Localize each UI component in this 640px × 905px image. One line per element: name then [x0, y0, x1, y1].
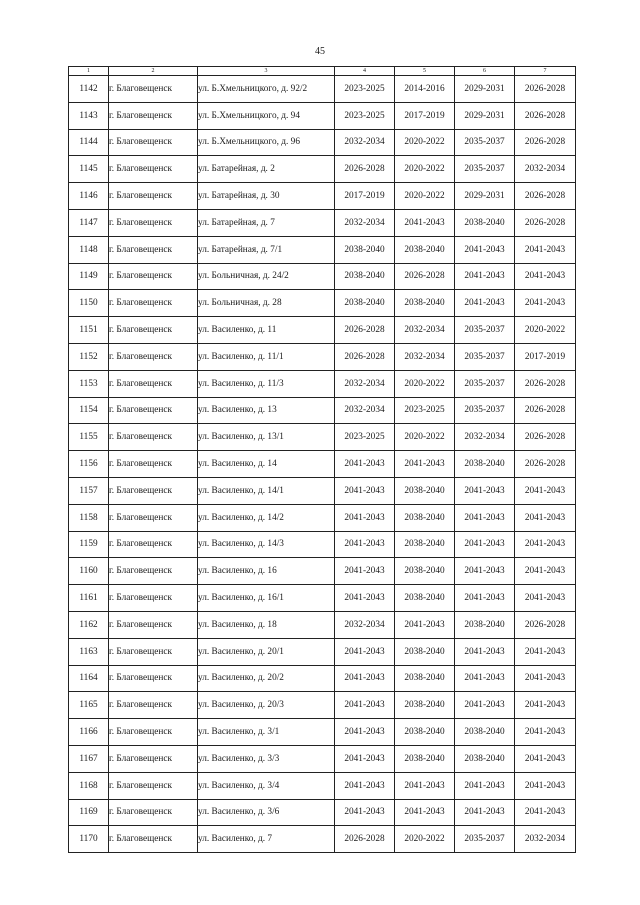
- address-cell: ул. Василенко, д. 13/1: [198, 424, 335, 451]
- row-number-cell: 1162: [69, 611, 109, 638]
- row-number-cell: 1146: [69, 183, 109, 210]
- period-cell: 2041-2043: [395, 799, 455, 826]
- period-cell: 2038-2040: [335, 290, 395, 317]
- table-row: [69, 290, 576, 317]
- city-cell: г. Благовещенск: [109, 665, 198, 692]
- table-row: [69, 772, 576, 799]
- period-cell: 2026-2028: [515, 424, 576, 451]
- city-cell: г. Благовещенск: [109, 531, 198, 558]
- period-cell: 2041-2043: [515, 799, 576, 826]
- address-cell: ул. Батарейная, д. 30: [198, 183, 335, 210]
- period-cell: 2038-2040: [395, 236, 455, 263]
- city-cell: г. Благовещенск: [109, 745, 198, 772]
- period-cell: 2035-2037: [455, 826, 515, 853]
- table-row: [69, 397, 576, 424]
- row-number-cell: 1150: [69, 290, 109, 317]
- row-number-cell: 1158: [69, 504, 109, 531]
- period-cell: 2026-2028: [335, 343, 395, 370]
- period-cell: 2026-2028: [335, 826, 395, 853]
- address-cell: ул. Батарейная, д. 7/1: [198, 236, 335, 263]
- table-row: [69, 183, 576, 210]
- address-cell: ул. Василенко, д. 18: [198, 611, 335, 638]
- city-cell: г. Благовещенск: [109, 397, 198, 424]
- period-cell: 2032-2034: [335, 397, 395, 424]
- period-cell: 2041-2043: [515, 772, 576, 799]
- city-cell: г. Благовещенск: [109, 370, 198, 397]
- table-row: [69, 156, 576, 183]
- period-cell: 2041-2043: [335, 451, 395, 478]
- period-cell: 2041-2043: [335, 692, 395, 719]
- period-cell: 2029-2031: [455, 183, 515, 210]
- row-number-cell: 1145: [69, 156, 109, 183]
- table-row: [69, 317, 576, 344]
- period-cell: 2023-2025: [335, 102, 395, 129]
- period-cell: 2041-2043: [515, 745, 576, 772]
- city-cell: г. Благовещенск: [109, 558, 198, 585]
- period-cell: 2032-2034: [335, 129, 395, 156]
- period-cell: 2020-2022: [395, 183, 455, 210]
- address-cell: ул. Василенко, д. 16: [198, 558, 335, 585]
- table-row: [69, 504, 576, 531]
- period-cell: 2041-2043: [395, 772, 455, 799]
- city-cell: г. Благовещенск: [109, 826, 198, 853]
- city-cell: г. Благовещенск: [109, 102, 198, 129]
- city-cell: г. Благовещенск: [109, 451, 198, 478]
- period-cell: 2041-2043: [395, 451, 455, 478]
- address-cell: ул. Василенко, д. 20/1: [198, 638, 335, 665]
- period-cell: 2041-2043: [455, 799, 515, 826]
- period-cell: 2038-2040: [455, 611, 515, 638]
- repair-schedule-table: [68, 66, 576, 853]
- row-number-cell: 1153: [69, 370, 109, 397]
- period-cell: 2038-2040: [455, 451, 515, 478]
- address-cell: ул. Василенко, д. 14/2: [198, 504, 335, 531]
- period-cell: 2041-2043: [515, 558, 576, 585]
- period-cell: 2038-2040: [395, 477, 455, 504]
- period-cell: 2020-2022: [395, 129, 455, 156]
- address-cell: ул. Василенко, д. 3/1: [198, 719, 335, 746]
- table-row: [69, 451, 576, 478]
- period-cell: 2041-2043: [395, 209, 455, 236]
- city-cell: г. Благовещенск: [109, 129, 198, 156]
- period-cell: 2026-2028: [515, 397, 576, 424]
- period-cell: 2032-2034: [335, 611, 395, 638]
- table-row: [69, 558, 576, 585]
- period-cell: 2023-2025: [335, 76, 395, 103]
- period-cell: 2035-2037: [455, 129, 515, 156]
- city-cell: г. Благовещенск: [109, 719, 198, 746]
- period-cell: 2038-2040: [335, 263, 395, 290]
- period-cell: 2041-2043: [515, 290, 576, 317]
- period-cell: 2023-2025: [335, 424, 395, 451]
- city-cell: г. Благовещенск: [109, 76, 198, 103]
- table-row: [69, 745, 576, 772]
- row-number-cell: 1159: [69, 531, 109, 558]
- address-cell: ул. Батарейная, д. 7: [198, 209, 335, 236]
- row-number-cell: 1164: [69, 665, 109, 692]
- period-cell: 2041-2043: [455, 638, 515, 665]
- row-number-cell: 1170: [69, 826, 109, 853]
- table-row: [69, 826, 576, 853]
- table-body: [69, 76, 576, 853]
- period-cell: 2041-2043: [455, 665, 515, 692]
- period-cell: 2035-2037: [455, 156, 515, 183]
- period-cell: 2035-2037: [455, 317, 515, 344]
- address-cell: ул. Батарейная, д. 2: [198, 156, 335, 183]
- address-cell: ул. Б.Хмельницкого, д. 96: [198, 129, 335, 156]
- page-number: 45: [315, 46, 325, 57]
- period-cell: 2035-2037: [455, 370, 515, 397]
- column-number: 7: [515, 67, 576, 76]
- period-cell: 2041-2043: [335, 665, 395, 692]
- period-cell: 2032-2034: [455, 424, 515, 451]
- period-cell: 2026-2028: [515, 183, 576, 210]
- period-cell: 2041-2043: [455, 692, 515, 719]
- period-cell: 2020-2022: [395, 424, 455, 451]
- row-number-cell: 1147: [69, 209, 109, 236]
- period-cell: 2014-2016: [395, 76, 455, 103]
- table-row: [69, 638, 576, 665]
- period-cell: 2038-2040: [395, 692, 455, 719]
- period-cell: 2032-2034: [515, 156, 576, 183]
- table-row: [69, 209, 576, 236]
- column-number: 4: [335, 67, 395, 76]
- table-row: [69, 692, 576, 719]
- period-cell: 2026-2028: [515, 611, 576, 638]
- address-cell: ул. Василенко, д. 14: [198, 451, 335, 478]
- period-cell: 2041-2043: [455, 558, 515, 585]
- column-number-row: [69, 67, 576, 76]
- row-number-cell: 1166: [69, 719, 109, 746]
- row-number-cell: 1157: [69, 477, 109, 504]
- column-number: 6: [455, 67, 515, 76]
- period-cell: 2032-2034: [335, 209, 395, 236]
- address-cell: ул. Василенко, д. 20/3: [198, 692, 335, 719]
- row-number-cell: 1143: [69, 102, 109, 129]
- period-cell: 2038-2040: [395, 719, 455, 746]
- period-cell: 2041-2043: [335, 585, 395, 612]
- city-cell: г. Благовещенск: [109, 424, 198, 451]
- address-cell: ул. Василенко, д. 13: [198, 397, 335, 424]
- period-cell: 2038-2040: [395, 745, 455, 772]
- row-number-cell: 1156: [69, 451, 109, 478]
- period-cell: 2041-2043: [335, 799, 395, 826]
- period-cell: 2038-2040: [395, 290, 455, 317]
- table-row: [69, 665, 576, 692]
- address-cell: ул. Василенко, д. 11/3: [198, 370, 335, 397]
- period-cell: 2026-2028: [515, 129, 576, 156]
- address-cell: ул. Б.Хмельницкого, д. 92/2: [198, 76, 335, 103]
- period-cell: 2041-2043: [515, 504, 576, 531]
- row-number-cell: 1152: [69, 343, 109, 370]
- row-number-cell: 1149: [69, 263, 109, 290]
- address-cell: ул. Василенко, д. 3/3: [198, 745, 335, 772]
- period-cell: 2041-2043: [515, 477, 576, 504]
- period-cell: 2041-2043: [455, 290, 515, 317]
- column-number: 1: [69, 67, 109, 76]
- period-cell: 2038-2040: [395, 638, 455, 665]
- period-cell: 2020-2022: [395, 826, 455, 853]
- row-number-cell: 1161: [69, 585, 109, 612]
- city-cell: г. Благовещенск: [109, 290, 198, 317]
- address-cell: ул. Больничная, д. 24/2: [198, 263, 335, 290]
- period-cell: 2041-2043: [515, 638, 576, 665]
- city-cell: г. Благовещенск: [109, 585, 198, 612]
- period-cell: 2035-2037: [455, 343, 515, 370]
- period-cell: 2041-2043: [455, 531, 515, 558]
- row-number-cell: 1168: [69, 772, 109, 799]
- city-cell: г. Благовещенск: [109, 156, 198, 183]
- column-number: 3: [198, 67, 335, 76]
- period-cell: 2026-2028: [515, 451, 576, 478]
- period-cell: 2041-2043: [455, 772, 515, 799]
- table-row: [69, 370, 576, 397]
- table-row: [69, 799, 576, 826]
- period-cell: 2038-2040: [455, 719, 515, 746]
- period-cell: 2041-2043: [335, 558, 395, 585]
- period-cell: 2038-2040: [395, 585, 455, 612]
- period-cell: 2038-2040: [395, 665, 455, 692]
- period-cell: 2041-2043: [335, 531, 395, 558]
- period-cell: 2017-2019: [515, 343, 576, 370]
- period-cell: 2038-2040: [455, 745, 515, 772]
- column-number: 2: [109, 67, 198, 76]
- row-number-cell: 1165: [69, 692, 109, 719]
- table-row: [69, 129, 576, 156]
- period-cell: 2032-2034: [395, 343, 455, 370]
- city-cell: г. Благовещенск: [109, 343, 198, 370]
- table-row: [69, 719, 576, 746]
- row-number-cell: 1142: [69, 76, 109, 103]
- period-cell: 2041-2043: [515, 531, 576, 558]
- table-row: [69, 76, 576, 103]
- row-number-cell: 1155: [69, 424, 109, 451]
- period-cell: 2026-2028: [335, 156, 395, 183]
- city-cell: г. Благовещенск: [109, 209, 198, 236]
- period-cell: 2038-2040: [455, 209, 515, 236]
- period-cell: 2041-2043: [335, 772, 395, 799]
- address-cell: ул. Василенко, д. 11/1: [198, 343, 335, 370]
- period-cell: 2041-2043: [335, 638, 395, 665]
- period-cell: 2029-2031: [455, 76, 515, 103]
- period-cell: 2041-2043: [335, 745, 395, 772]
- table-row: [69, 424, 576, 451]
- period-cell: 2041-2043: [515, 236, 576, 263]
- period-cell: 2017-2019: [395, 102, 455, 129]
- table-row: [69, 531, 576, 558]
- period-cell: 2041-2043: [515, 719, 576, 746]
- period-cell: 2020-2022: [515, 317, 576, 344]
- city-cell: г. Благовещенск: [109, 263, 198, 290]
- period-cell: 2032-2034: [395, 317, 455, 344]
- address-cell: ул. Василенко, д. 3/4: [198, 772, 335, 799]
- table-row: [69, 263, 576, 290]
- period-cell: 2020-2022: [395, 370, 455, 397]
- period-cell: 2026-2028: [395, 263, 455, 290]
- period-cell: 2038-2040: [335, 236, 395, 263]
- period-cell: 2041-2043: [515, 585, 576, 612]
- period-cell: 2041-2043: [515, 665, 576, 692]
- row-number-cell: 1163: [69, 638, 109, 665]
- address-cell: ул. Василенко, д. 7: [198, 826, 335, 853]
- city-cell: г. Благовещенск: [109, 504, 198, 531]
- table-row: [69, 477, 576, 504]
- city-cell: г. Благовещенск: [109, 236, 198, 263]
- period-cell: 2041-2043: [395, 611, 455, 638]
- address-cell: ул. Василенко, д. 3/6: [198, 799, 335, 826]
- city-cell: г. Благовещенск: [109, 317, 198, 344]
- period-cell: 2041-2043: [335, 719, 395, 746]
- period-cell: 2038-2040: [395, 558, 455, 585]
- city-cell: г. Благовещенск: [109, 183, 198, 210]
- period-cell: 2041-2043: [455, 263, 515, 290]
- address-cell: ул. Б.Хмельницкого, д. 94: [198, 102, 335, 129]
- period-cell: 2032-2034: [515, 826, 576, 853]
- city-cell: г. Благовещенск: [109, 772, 198, 799]
- period-cell: 2041-2043: [335, 504, 395, 531]
- period-cell: 2041-2043: [455, 236, 515, 263]
- period-cell: 2029-2031: [455, 102, 515, 129]
- period-cell: 2041-2043: [515, 692, 576, 719]
- row-number-cell: 1148: [69, 236, 109, 263]
- period-cell: 2041-2043: [335, 477, 395, 504]
- address-cell: ул. Василенко, д. 11: [198, 317, 335, 344]
- period-cell: 2017-2019: [335, 183, 395, 210]
- city-cell: г. Благовещенск: [109, 638, 198, 665]
- city-cell: г. Благовещенск: [109, 692, 198, 719]
- table-row: [69, 585, 576, 612]
- city-cell: г. Благовещенск: [109, 611, 198, 638]
- period-cell: 2026-2028: [515, 209, 576, 236]
- address-cell: ул. Василенко, д. 14/3: [198, 531, 335, 558]
- table-row: [69, 102, 576, 129]
- period-cell: 2026-2028: [515, 370, 576, 397]
- address-cell: ул. Больничная, д. 28: [198, 290, 335, 317]
- column-number: 5: [395, 67, 455, 76]
- period-cell: 2023-2025: [395, 397, 455, 424]
- period-cell: 2041-2043: [455, 477, 515, 504]
- row-number-cell: 1144: [69, 129, 109, 156]
- period-cell: 2041-2043: [455, 504, 515, 531]
- table-row: [69, 343, 576, 370]
- period-cell: 2041-2043: [515, 263, 576, 290]
- period-cell: 2026-2028: [515, 76, 576, 103]
- period-cell: 2038-2040: [395, 504, 455, 531]
- city-cell: г. Благовещенск: [109, 477, 198, 504]
- period-cell: 2020-2022: [395, 156, 455, 183]
- row-number-cell: 1154: [69, 397, 109, 424]
- table-row: [69, 236, 576, 263]
- table-row: [69, 611, 576, 638]
- city-cell: г. Благовещенск: [109, 799, 198, 826]
- address-cell: ул. Василенко, д. 20/2: [198, 665, 335, 692]
- address-cell: ул. Василенко, д. 14/1: [198, 477, 335, 504]
- period-cell: 2038-2040: [395, 531, 455, 558]
- period-cell: 2026-2028: [515, 102, 576, 129]
- address-cell: ул. Василенко, д. 16/1: [198, 585, 335, 612]
- period-cell: 2035-2037: [455, 397, 515, 424]
- row-number-cell: 1169: [69, 799, 109, 826]
- row-number-cell: 1167: [69, 745, 109, 772]
- row-number-cell: 1151: [69, 317, 109, 344]
- period-cell: 2026-2028: [335, 317, 395, 344]
- row-number-cell: 1160: [69, 558, 109, 585]
- period-cell: 2041-2043: [455, 585, 515, 612]
- period-cell: 2032-2034: [335, 370, 395, 397]
